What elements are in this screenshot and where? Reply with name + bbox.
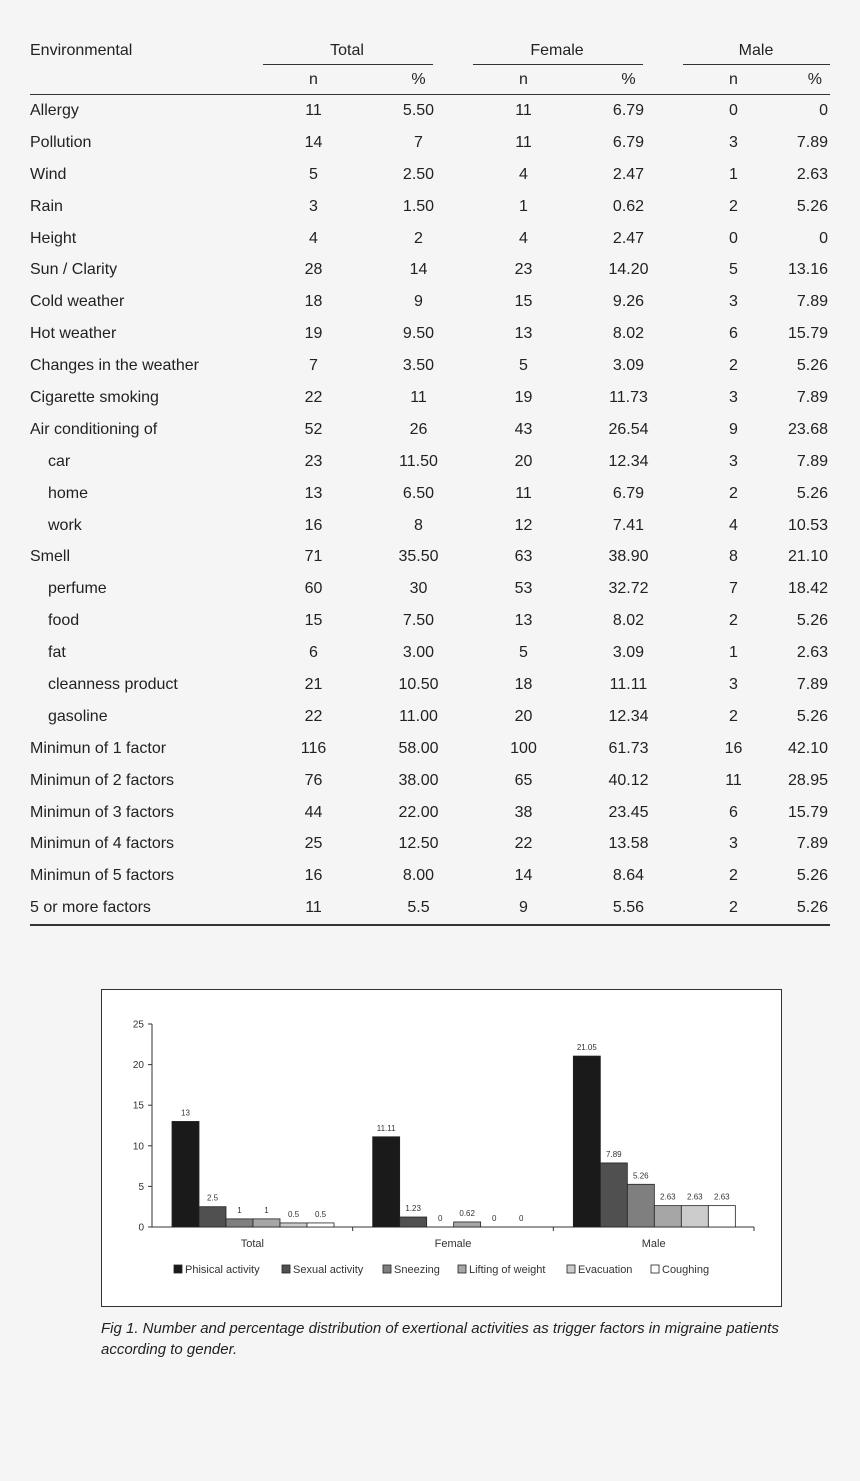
subheader-female-pct: % (575, 66, 682, 95)
cell-total-n: 60 (304, 580, 323, 598)
data-label: 1.23 (405, 1204, 421, 1214)
cell-female-n: 19 (514, 388, 533, 406)
cell-female-n: 13 (514, 612, 533, 630)
cell-total-n: 13 (304, 484, 323, 502)
table-row (30, 382, 830, 414)
group-header-total (262, 36, 472, 66)
table-row (30, 414, 830, 446)
subheader-male-pct: % (785, 66, 830, 95)
table-row (30, 286, 830, 318)
cell-male-pct: 15.79 (787, 325, 828, 343)
cell-female-n: 100 (510, 739, 537, 757)
cell-male-pct: 15.79 (787, 803, 828, 821)
y-tick-label: 15 (132, 1100, 144, 1112)
data-label: 5.26 (633, 1171, 649, 1181)
cell-male-n: 6 (729, 803, 738, 821)
cell-male-pct: 2.63 (796, 644, 828, 662)
cell-total-n: 116 (300, 739, 327, 757)
data-label: 2.5 (206, 1193, 219, 1203)
table-row (30, 95, 830, 127)
cell-total-pct: 12.50 (398, 835, 439, 853)
row-label: Rain (30, 197, 63, 215)
row-label: Cigarette smoking (30, 388, 159, 406)
data-label: 2.63 (714, 1192, 730, 1202)
cell-total-n: 22 (304, 388, 323, 406)
cell-female-pct: 12.34 (608, 452, 649, 470)
cell-total-n: 23 (304, 452, 323, 470)
cell-male-pct: 5.26 (785, 892, 830, 925)
legend-swatch (282, 1265, 290, 1273)
cell-male-n: 16 (724, 739, 743, 757)
figure-caption: Fig 1. Number and percentage distribution of exertional activities as trigger factors in migraine patients according to gender. (101, 1320, 779, 1358)
cell-female-pct: 40.12 (608, 771, 649, 789)
row-label: Minimun of 1 factor (30, 739, 167, 757)
cell-male-n: 5 (729, 261, 738, 279)
table-row (30, 223, 830, 255)
cell-female-n: 13 (514, 325, 533, 343)
cell-total-n: 76 (304, 771, 323, 789)
cell-female-pct: 32.72 (608, 580, 649, 598)
legend-swatch (174, 1265, 182, 1273)
legend-label: Sexual activity (293, 1264, 364, 1276)
cell-female-pct: 8.02 (612, 612, 645, 630)
cell-total-pct: 30 (409, 580, 428, 598)
y-tick-label: 25 (132, 1019, 144, 1031)
bar (454, 1222, 481, 1227)
cell-total-n: 19 (304, 325, 323, 343)
cell-male-pct: 7.89 (796, 388, 828, 406)
cell-female-pct: 5.56 (575, 892, 682, 925)
subheader-female-n: n (472, 66, 575, 95)
bar (172, 1121, 199, 1227)
cell-total-pct: 2.50 (402, 165, 435, 183)
group-header-female (472, 36, 682, 66)
cell-male-pct: 7.89 (796, 452, 828, 470)
table-row (30, 254, 830, 286)
cell-total-n: 18 (304, 293, 323, 311)
cell-male-pct: 7.89 (796, 293, 828, 311)
legend-swatch (383, 1265, 391, 1273)
x-category-label: Female (434, 1238, 472, 1250)
table-row (30, 191, 830, 223)
cell-total-pct: 11.50 (399, 452, 438, 470)
cell-male-n: 0 (729, 229, 738, 247)
table-header-label: Environmental (30, 42, 133, 59)
cell-female-pct: 11.11 (609, 675, 648, 693)
bar-chart-svg (102, 990, 783, 1308)
data-label: 0 (491, 1214, 497, 1223)
cell-male-pct: 5.26 (796, 484, 828, 502)
cell-total-n: 16 (304, 516, 323, 534)
data-label: 7.89 (606, 1149, 622, 1159)
data-label: 1 (237, 1205, 242, 1215)
cell-total-pct: 8.00 (402, 867, 435, 885)
cell-female-n: 1 (519, 197, 528, 215)
cell-male-pct: 0 (819, 229, 828, 247)
cell-male-pct: 7.89 (796, 675, 828, 693)
cell-female-n: 5 (519, 644, 528, 662)
cell-male-n: 7 (729, 580, 738, 598)
table-body (30, 95, 830, 926)
table-row (30, 478, 830, 510)
table-row (30, 860, 830, 892)
row-label: Cold weather (30, 293, 125, 311)
cell-male-n: 2 (729, 484, 738, 502)
table-row (30, 318, 830, 350)
cell-total-pct: 5.50 (402, 101, 435, 119)
cell-female-pct: 9.26 (612, 293, 645, 311)
bar (199, 1207, 226, 1227)
cell-total-n: 4 (309, 229, 318, 247)
table-row (30, 733, 830, 765)
legend-label: Evacuation (578, 1264, 633, 1276)
cell-female-pct: 6.79 (612, 101, 645, 119)
data-label: 0 (518, 1214, 524, 1223)
table-row (30, 127, 830, 159)
cell-female-n: 11 (515, 101, 532, 119)
cell-male-pct: 42.10 (787, 739, 828, 757)
data-label: 0 (437, 1214, 443, 1223)
x-category-label: Male (641, 1238, 666, 1250)
cell-male-n: 2 (729, 612, 738, 630)
y-tick-label: 20 (132, 1060, 144, 1072)
table-row (30, 892, 830, 925)
subheader-total-n: n (262, 66, 365, 95)
cell-female-n: 53 (514, 580, 533, 598)
cell-female-n: 38 (514, 803, 533, 821)
data-label: 13 (181, 1108, 190, 1118)
cell-female-n: 18 (514, 675, 533, 693)
table-row (30, 573, 830, 605)
row-label: home (48, 484, 89, 502)
cell-total-n: 11 (305, 101, 322, 119)
table-row (30, 350, 830, 382)
cell-male-n: 3 (729, 133, 738, 151)
cell-male-pct: 5.26 (796, 197, 828, 215)
cell-total-pct: 6.50 (402, 484, 435, 502)
group-header-female-label: Female (530, 42, 584, 59)
cell-total-pct: 9.50 (402, 325, 435, 343)
group-underline-male (683, 64, 830, 65)
cell-male-pct: 10.53 (787, 516, 828, 534)
cell-total-n: 3 (309, 197, 318, 215)
row-label: Minimun of 3 factors (30, 803, 175, 821)
cell-female-pct: 23.45 (608, 803, 649, 821)
cell-total-n: 25 (304, 835, 323, 853)
row-label: perfume (48, 580, 107, 598)
cell-female-pct: 26.54 (608, 420, 649, 438)
bar (708, 1206, 735, 1227)
cell-female-pct: 11.73 (609, 388, 648, 406)
cell-female-pct: 6.79 (612, 484, 645, 502)
group-header-total-label: Total (330, 42, 364, 59)
bar (307, 1223, 334, 1227)
data-label: 0.5 (287, 1209, 300, 1219)
table-row (30, 541, 830, 573)
row-label: Minimun of 2 factors (30, 771, 175, 789)
table-row (30, 797, 830, 829)
cell-male-n: 2 (729, 867, 738, 885)
cell-male-n: 2 (729, 197, 738, 215)
bar (627, 1184, 654, 1227)
cell-male-n: 3 (729, 452, 738, 470)
cell-male-pct: 5.26 (796, 867, 828, 885)
bar (226, 1219, 253, 1227)
legend-label: Sneezing (394, 1264, 440, 1276)
cell-total-n: 6 (309, 644, 318, 662)
bar (681, 1206, 708, 1227)
cell-total-pct: 3.00 (402, 644, 435, 662)
cell-male-n: 8 (729, 548, 738, 566)
cell-total-n: 44 (304, 803, 323, 821)
bar (600, 1163, 627, 1227)
cell-female-pct: 3.09 (612, 357, 645, 375)
cell-total-pct: 10.50 (398, 675, 439, 693)
row-label: Wind (30, 165, 67, 183)
cell-male-n: 1 (729, 644, 738, 662)
cell-total-pct: 8 (414, 516, 423, 534)
cell-male-pct: 5.26 (796, 707, 828, 725)
cell-male-pct: 5.26 (796, 357, 828, 375)
cell-female-pct: 3.09 (612, 644, 645, 662)
cell-female-pct: 8.02 (612, 325, 645, 343)
data-label: 21.05 (576, 1043, 597, 1053)
row-label: Smell (30, 548, 71, 566)
bar (654, 1206, 681, 1227)
table-row (30, 446, 830, 478)
cell-female-n: 14 (514, 867, 533, 885)
row-label: car (48, 452, 71, 470)
table-row (30, 637, 830, 669)
environmental-factors-table (30, 36, 830, 926)
cell-total-pct: 1.50 (402, 197, 435, 215)
x-category-label: Total (240, 1238, 264, 1250)
cell-female-n: 12 (514, 516, 533, 534)
cell-total-n: 7 (309, 357, 318, 375)
row-label: Hot weather (30, 325, 117, 343)
cell-female-pct: 6.79 (612, 133, 645, 151)
cell-female-pct: 14.20 (608, 261, 649, 279)
row-label: Changes in the weather (30, 357, 199, 375)
cell-female-pct: 8.64 (612, 867, 645, 885)
table-row (30, 669, 830, 701)
cell-total-pct: 3.50 (402, 357, 435, 375)
cell-total-n: 16 (304, 867, 323, 885)
cell-male-n: 4 (729, 516, 738, 534)
bar (280, 1223, 307, 1227)
cell-total-n: 28 (304, 261, 323, 279)
cell-total-pct: 11.00 (399, 707, 438, 725)
legend-label: Coughing (662, 1264, 710, 1276)
cell-female-n: 20 (514, 452, 533, 470)
cell-male-pct: 7.89 (796, 133, 828, 151)
cell-male-n: 3 (729, 675, 738, 693)
legend-label: Lifting of weight (469, 1264, 546, 1276)
cell-male-n: 6 (729, 325, 738, 343)
cell-total-n: 15 (304, 612, 323, 630)
cell-female-n: 15 (514, 293, 533, 311)
cell-female-n: 5 (519, 357, 528, 375)
cell-total-n: 22 (304, 707, 323, 725)
row-label: Minimun of 5 factors (30, 867, 175, 885)
cell-male-pct: 23.68 (787, 420, 828, 438)
bar (373, 1137, 400, 1227)
cell-male-n: 9 (729, 420, 738, 438)
cell-male-pct: 2.63 (796, 165, 828, 183)
cell-total-pct: 11 (410, 388, 427, 406)
cell-total-pct: 14 (409, 261, 428, 279)
cell-female-n: 63 (514, 548, 533, 566)
cell-male-pct: 21.10 (787, 548, 828, 566)
data-label: 11.11 (376, 1123, 396, 1133)
row-label: Air conditioning of (30, 420, 158, 438)
cell-total-pct: 22.00 (398, 803, 439, 821)
cell-total-pct: 5.5 (365, 892, 472, 925)
table-row (30, 828, 830, 860)
cell-female-n: 20 (514, 707, 533, 725)
data-table-container (30, 36, 830, 926)
cell-female-n: 43 (514, 420, 533, 438)
row-label: food (48, 612, 80, 630)
data-label: 2.63 (687, 1192, 703, 1202)
row-label: Minimun of 4 factors (30, 835, 175, 853)
cell-total-pct: 7 (414, 133, 423, 151)
cell-female-n: 65 (514, 771, 533, 789)
cell-male-pct: 0 (819, 101, 828, 119)
cell-male-pct: 28.95 (787, 771, 828, 789)
y-tick-label: 10 (132, 1141, 144, 1153)
cell-male-n: 0 (729, 101, 738, 119)
table-row (30, 510, 830, 542)
cell-total-n: 11 (262, 892, 365, 925)
cell-female-pct: 13.58 (608, 835, 649, 853)
figure-chart (101, 989, 782, 1307)
legend-swatch (567, 1265, 575, 1273)
cell-male-pct: 5.26 (796, 612, 828, 630)
cell-total-pct: 58.00 (398, 739, 439, 757)
cell-female-n: 23 (514, 261, 533, 279)
legend-swatch (458, 1265, 466, 1273)
cell-female-n: 11 (515, 484, 532, 502)
subheader-male-n: n (682, 66, 785, 95)
table-row (30, 605, 830, 637)
cell-female-n: 4 (519, 165, 528, 183)
row-label: gasoline (48, 707, 108, 725)
row-label: work (48, 516, 82, 534)
bar (573, 1056, 600, 1227)
group-underline-female (473, 64, 643, 65)
cell-male-pct: 7.89 (796, 835, 828, 853)
cell-female-n: 4 (519, 229, 528, 247)
y-tick-label: 0 (138, 1222, 144, 1234)
cell-male-n: 3 (729, 388, 738, 406)
cell-female-n: 22 (514, 835, 533, 853)
cell-male-n: 2 (729, 357, 738, 375)
cell-female-pct: 12.34 (608, 707, 649, 725)
cell-total-pct: 35.50 (398, 548, 439, 566)
row-label: Height (30, 229, 77, 247)
table-row (30, 701, 830, 733)
group-header-male (682, 36, 830, 66)
data-label: 0.62 (459, 1208, 475, 1218)
row-label: Pollution (30, 133, 92, 151)
cell-female-pct: 38.90 (608, 548, 649, 566)
row-label: fat (48, 644, 66, 662)
subheader-blank (30, 66, 262, 95)
cell-male-n: 3 (729, 293, 738, 311)
cell-male-pct: 18.42 (787, 580, 828, 598)
cell-female-pct: 2.47 (612, 165, 645, 183)
cell-male-n: 3 (729, 835, 738, 853)
cell-female-pct: 61.73 (608, 739, 649, 757)
cell-total-pct: 2 (414, 229, 423, 247)
bar (400, 1217, 427, 1227)
row-label: Sun / Clarity (30, 261, 118, 279)
cell-female-n: 9 (472, 892, 575, 925)
cell-male-n: 2 (729, 707, 738, 725)
row-label: cleanness product (48, 675, 178, 693)
cell-female-pct: 7.41 (612, 516, 645, 534)
cell-total-n: 52 (304, 420, 323, 438)
y-tick-label: 5 (138, 1181, 144, 1193)
cell-female-pct: 0.62 (612, 197, 645, 215)
data-label: 0.5 (314, 1209, 327, 1219)
cell-female-n: 11 (515, 133, 532, 151)
group-underline-total (263, 64, 433, 65)
cell-total-n: 71 (304, 548, 323, 566)
row-label: 5 or more factors (30, 892, 262, 925)
cell-total-pct: 38.00 (398, 771, 439, 789)
table-row (30, 765, 830, 797)
cell-total-n: 21 (304, 675, 323, 693)
row-label: Allergy (30, 101, 79, 119)
bar (253, 1219, 280, 1227)
cell-male-n: 11 (725, 771, 742, 789)
cell-total-pct: 9 (414, 293, 423, 311)
cell-male-pct: 13.16 (787, 261, 828, 279)
cell-total-pct: 26 (409, 420, 428, 438)
group-header-male-label: Male (738, 42, 774, 59)
cell-total-n: 5 (309, 165, 318, 183)
data-label: 1 (264, 1205, 269, 1215)
cell-total-n: 14 (304, 133, 323, 151)
cell-male-n: 2 (682, 892, 785, 925)
legend-swatch (651, 1265, 659, 1273)
cell-male-n: 1 (729, 165, 738, 183)
legend-label: Phisical activity (185, 1264, 260, 1276)
data-label: 2.63 (660, 1192, 676, 1202)
cell-total-pct: 7.50 (402, 612, 435, 630)
table-row (30, 159, 830, 191)
subheader-total-pct: % (365, 66, 472, 95)
cell-female-pct: 2.47 (612, 229, 645, 247)
